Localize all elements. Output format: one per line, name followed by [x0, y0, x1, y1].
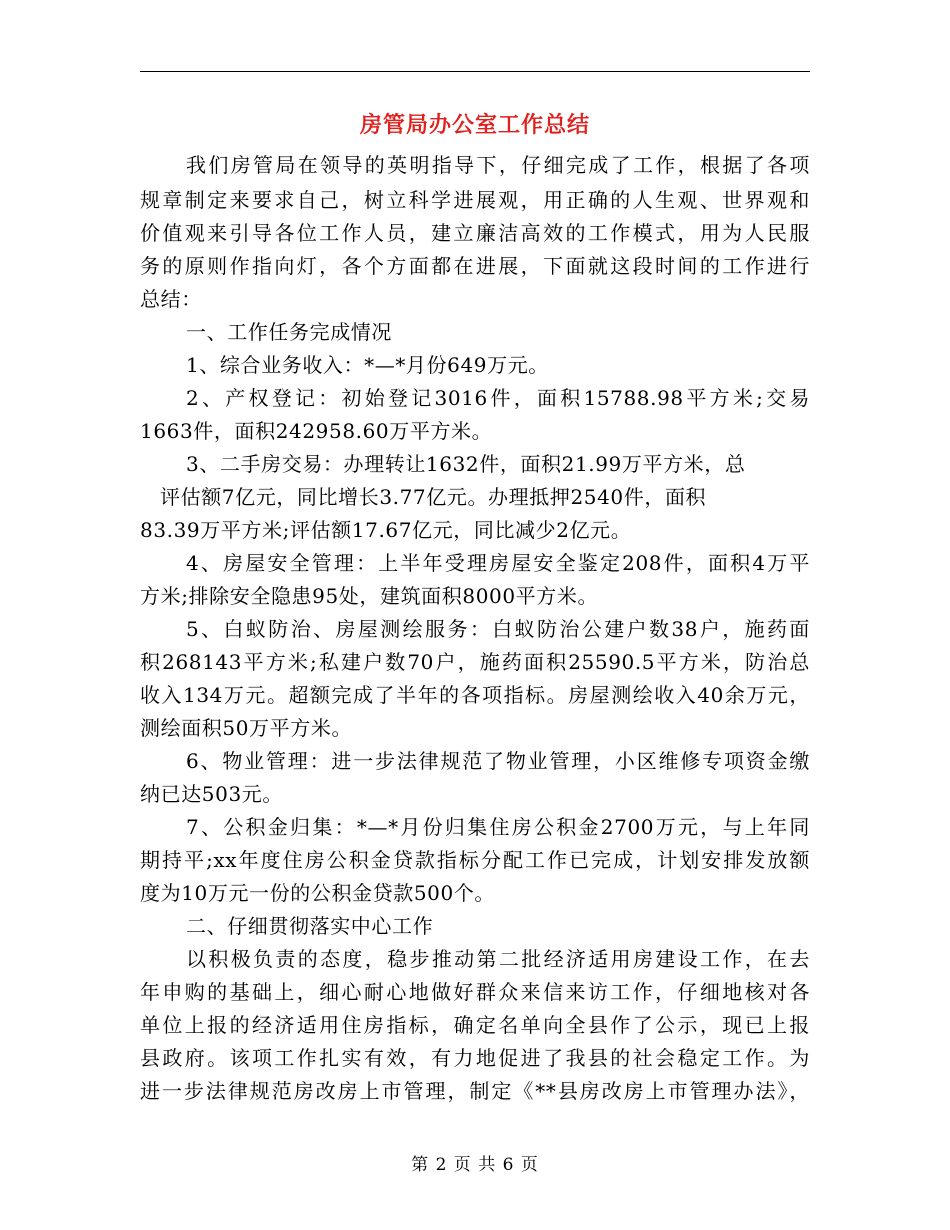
text-line: 以积极负责的态度，稳步推动第二批经济适用房建设工作，在去 — [186, 947, 810, 971]
text-line: 方米;排除安全隐患95处，建筑面积8000平方米。 — [140, 584, 599, 608]
text-line: 期持平;xx年度住房公积金贷款指标分配工作已完成，计划安排发放额 — [140, 848, 810, 872]
text-line: 3、二手房交易：办理转让1632件，面积21.99万平方米，总 — [186, 452, 746, 476]
text-line: 6、物业管理：进一步法律规范了物业管理，小区维修专项资金缴 — [186, 749, 810, 773]
header-rule — [140, 71, 810, 72]
text-line: 总结： — [140, 287, 202, 311]
text-line: 进一步法律规范房改房上市管理，制定《**县房改房上市管理办法》， — [140, 1079, 810, 1103]
text-line: 务的原则作指向灯，各个方面都在进展，下面就这段时间的工作进行 — [140, 254, 810, 278]
text-line: 2、产权登记：初始登记3016件，面积15788.98平方米;交易 — [186, 386, 810, 410]
text-line: 度为10万元一份的公积金贷款500个。 — [140, 881, 496, 905]
section-heading: 一、工作任务完成情况 — [186, 320, 392, 344]
text-line: 评估额7亿元，同比增长3.77亿元。办理抵押2540件，面积 — [160, 485, 707, 509]
text-line: 1、综合业务收入：*—*月份649万元。 — [186, 353, 549, 377]
document-title: 房管局办公室工作总结 — [359, 112, 590, 138]
text-line: 测绘面积50万平方米。 — [140, 716, 353, 740]
text-line: 7、公积金归集：*—*月份归集住房公积金2700万元，与上年同 — [186, 815, 810, 839]
text-line: 规章制定来要求自己，树立科学进展观，用正确的人生观、世界观和 — [140, 188, 810, 212]
text-line: 我们房管局在领导的英明指导下，仔细完成了工作，根据了各项 — [186, 153, 810, 177]
page-number: 第 2 页 共 6 页 — [411, 1155, 539, 1175]
text-line: 年申购的基础上，细心耐心地做好群众来信来访工作，仔细地核对各 — [140, 980, 810, 1004]
text-line: 收入134万元。超额完成了半年的各项指标。房屋测绘收入40余万元， — [140, 683, 810, 707]
text-line: 价值观来引导各位工作人员，建立廉洁高效的工作模式，用为人民服 — [140, 221, 810, 245]
text-line: 1663件，面积242958.60万平方米。 — [140, 419, 493, 443]
text-line: 积268143平方米;私建户数70户，施药面积25590.5平方米，防治总 — [140, 650, 810, 674]
text-line: 5、白蚁防治、房屋测绘服务：白蚁防治公建户数38户，施药面 — [186, 617, 810, 641]
text-line: 县政府。该项工作扎实有效，有力地促进了我县的社会稳定工作。为 — [140, 1046, 810, 1070]
text-line: 83.39万平方米;评估额17.67亿元，同比减少2亿元。 — [140, 518, 632, 542]
text-line: 纳已达503元。 — [140, 782, 283, 806]
text-line: 4、房屋安全管理：上半年受理房屋安全鉴定208件，面积4万平 — [186, 551, 810, 575]
section-heading: 二、仔细贯彻落实中心工作 — [186, 914, 434, 938]
text-line: 单位上报的经济适用住房指标，确定名单向全县作了公示，现已上报 — [140, 1013, 810, 1037]
